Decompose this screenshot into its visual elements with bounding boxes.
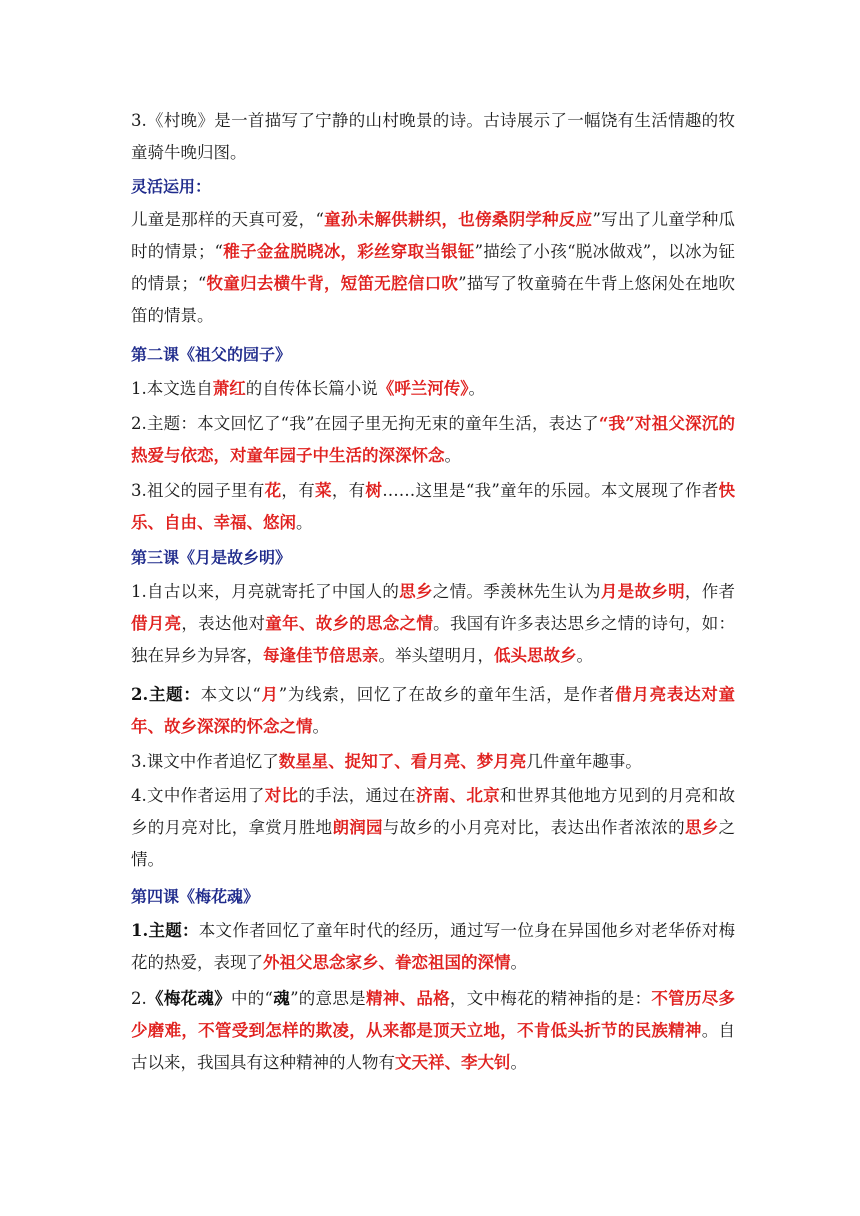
text-run: ”的意思是: [290, 989, 366, 1008]
text-run: 2.主题：本文回忆了“我”在园子里无拘无束的童年生活，表达了: [131, 414, 599, 433]
lesson-3-point-4: [131, 780, 735, 876]
text-run: 。: [510, 1053, 527, 1072]
text-run: 1.本文选自: [131, 379, 213, 398]
highlighted-text: 精神、品格: [365, 989, 450, 1008]
highlighted-text: 花: [264, 481, 282, 500]
lesson-4-heading: [131, 881, 735, 913]
highlighted-text: 菜: [315, 481, 332, 500]
section-heading-linghuo: [131, 171, 735, 203]
highlighted-text: 低头思故乡: [494, 646, 577, 665]
lesson-3-point-3: [131, 746, 735, 778]
text-run: 与故乡的小月亮对比，表达出作者浓浓的: [382, 818, 685, 837]
highlighted-text: 快乐、自由、幸福、悠闲: [131, 481, 736, 532]
lesson-2-point-2: [131, 408, 735, 472]
highlighted-text: 借月亮表达对童年、故乡深深的怀念之情: [131, 685, 736, 736]
text-run: 3.祖父的园子里有: [131, 481, 265, 500]
bold-text: 主题：: [148, 685, 201, 704]
text-run: 的自传体长篇小说: [245, 379, 378, 398]
lesson-3-point-2: [131, 679, 735, 743]
highlighted-text: 思乡: [399, 582, 433, 601]
text-run: ，作者: [684, 582, 736, 601]
text-run: ，有: [331, 481, 366, 500]
text-run: ……这里是“我”童年的乐园。本文展现了作者: [382, 481, 719, 500]
highlighted-text: 借月亮: [131, 614, 182, 633]
bold-text: 《梅花魂》: [146, 989, 231, 1008]
text-run: 的手法，通过在: [298, 786, 416, 805]
bold-text: 1.: [131, 921, 149, 940]
text-run: 。: [510, 953, 527, 972]
text-run: 。: [444, 446, 461, 465]
text-run: 之情。季羡林先生认为: [432, 582, 601, 601]
highlighted-text: 朗润园: [332, 818, 383, 837]
highlighted-text: 济南、北京: [415, 786, 501, 805]
text-run: 3.《村晚》是一首描写了宁静的山村晚景的诗。古诗展示了一幅饶有生活情趣的牧童骑牛晚归图。: [131, 111, 735, 162]
highlighted-text: 对比: [264, 786, 299, 805]
highlighted-text: 树: [365, 481, 383, 500]
text-run: 。自古以来，我国具有这种精神的人物有: [131, 1021, 736, 1072]
highlighted-text: “我”对祖父深沉的热爱与依恋，对童年园子中生活的深深怀念: [131, 414, 736, 465]
highlighted-text: 牧童归去横牛背，短笛无腔信口吹: [206, 274, 459, 293]
text-run: 和世界其他地方见到的月亮和故乡的月亮对比，拿赏月胜地: [131, 786, 736, 837]
linghuo-paragraph: [131, 204, 735, 332]
highlighted-text: 不管历尽多少磨难，不管受到怎样的欺凌，从来都是顶天立地，不肯低头折节的民族精神: [131, 989, 736, 1040]
text-run: ，表达他对: [181, 614, 266, 633]
highlighted-text: 稚子金盆脱晓冰，彩丝穿取当银钲: [222, 242, 475, 261]
lesson-3-heading: [131, 542, 735, 574]
text-run: 。我国有许多表达思乡之情的诗句，如：独在异乡为异客，: [131, 614, 736, 665]
highlighted-text: 每逢佳节倍思亲: [263, 646, 379, 665]
highlighted-text: 《呼兰河传》: [377, 379, 469, 398]
cunwan-point-3: [131, 105, 735, 169]
text-run: 本文作者回忆了童年时代的经历，通过写一位身在异国他乡对老华侨对梅花的热爱，表现了: [131, 921, 736, 972]
bold-text: 2.: [131, 685, 149, 704]
text-run: 第二课《祖父的园子》: [131, 345, 292, 364]
text-run: 第四课《梅花魂》: [131, 887, 260, 906]
text-run: 。: [468, 379, 485, 398]
text-run: ”描写了牧童骑在牛背上悠闲处在地吹笛的情景。: [131, 274, 736, 325]
highlighted-text: 数星星、捉知了、看月亮、梦月亮: [278, 752, 527, 771]
highlighted-text: 月是故乡明: [600, 582, 685, 601]
highlighted-text: 思乡: [684, 818, 719, 837]
highlighted-text: 文天祥、李大钊: [395, 1053, 511, 1072]
highlighted-text: 月: [260, 685, 279, 704]
text-run: ”为线索，回忆了在故乡的童年生活，是作者: [278, 685, 616, 704]
text-run: 2.: [131, 989, 147, 1008]
text-run: 本文以“: [200, 685, 261, 704]
text-run: 几件童年趣事。: [526, 752, 642, 771]
text-run: 。: [576, 646, 593, 665]
lesson-2-heading: [131, 339, 735, 371]
lesson-2-point-3: [131, 475, 735, 539]
bold-text: 主题：: [148, 921, 199, 940]
text-run: ”描绘了小孩“脱冰做戏”，以冰为钲的情景；“: [131, 242, 736, 293]
text-run: 4.文中作者运用了: [131, 786, 265, 805]
lesson-4-point-2: [131, 983, 735, 1079]
text-run: ，有: [281, 481, 316, 500]
text-run: 中的“: [230, 989, 273, 1008]
text-run: 儿童是那样的天真可爱，“: [131, 210, 324, 229]
lesson-3-point-1: [131, 576, 735, 672]
text-run: 。: [312, 717, 329, 736]
text-run: 灵活运用：: [131, 177, 212, 196]
bold-text: 魂: [273, 989, 291, 1008]
text-run: ”写出了儿童学种瓜时的情景；“: [131, 210, 736, 261]
highlighted-text: 外祖父思念家乡、眷恋祖国的深情: [263, 953, 511, 972]
text-run: 1.自古以来，月亮就寄托了中国人的: [131, 582, 400, 601]
text-run: ，文中梅花的精神指的是：: [449, 989, 652, 1008]
lesson-2-point-1: [131, 373, 735, 405]
text-run: 。: [296, 513, 313, 532]
highlighted-text: 童年、故乡的思念之情: [265, 614, 434, 633]
lesson-4-point-1: [131, 915, 735, 979]
highlighted-text: 童孙未解供耕织，也傍桑阴学种反应: [323, 210, 593, 229]
text-run: 第三课《月是故乡明》: [131, 548, 292, 567]
text-run: 3.课文中作者追忆了: [131, 752, 279, 771]
text-run: 。举头望明月，: [378, 646, 494, 665]
text-run: 之情。: [131, 818, 736, 869]
highlighted-text: 萧红: [212, 379, 246, 398]
